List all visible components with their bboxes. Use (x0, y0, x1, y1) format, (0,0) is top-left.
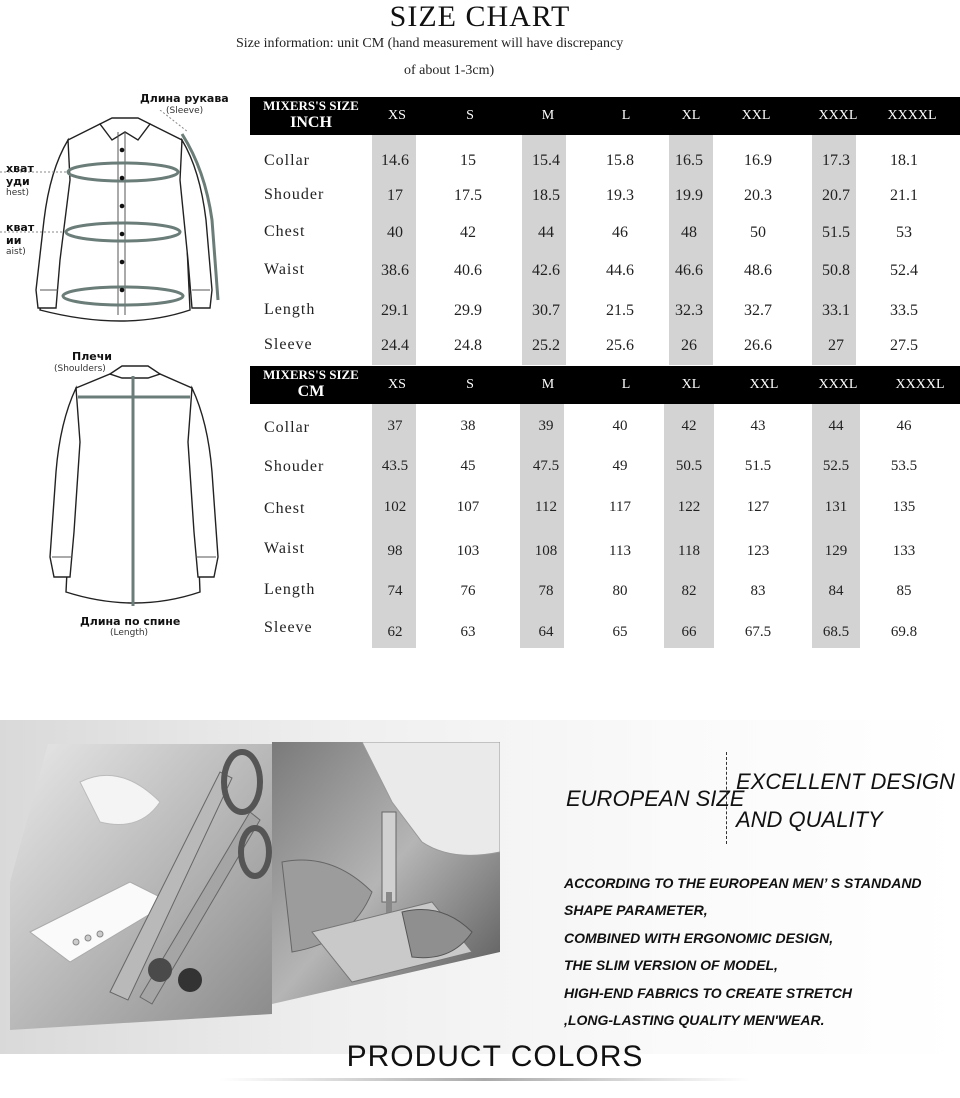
promo-line-3: COMBINED WITH ERGONOMIC DESIGN, (564, 930, 834, 946)
chest-label-1: хват (6, 162, 34, 175)
cm-cell: 67.5 (744, 624, 772, 640)
cm-size-xs: XS (388, 377, 406, 392)
promo-line-2: SHAPE PARAMETER, (564, 902, 708, 918)
inch-size-l: L (621, 108, 631, 123)
and-quality-heading: AND QUALITY (736, 807, 883, 832)
inch-row-label: Shouder (264, 186, 325, 203)
waist-label-1: кват (6, 221, 35, 234)
cm-cell: 80 (612, 583, 628, 599)
cm-cell: 84 (828, 583, 844, 599)
cm-cell: 52.5 (822, 458, 850, 474)
cm-cell: 108 (534, 543, 558, 559)
inch-cell: 51.5 (822, 224, 850, 241)
cm-row-label: Chest (264, 500, 306, 517)
cm-cell: 129 (824, 543, 848, 559)
inch-size-xxxxl: XXXXL (887, 108, 937, 123)
inch-cell: 15 (460, 152, 476, 169)
inch-cell: 32.7 (744, 302, 772, 319)
inch-cell: 27 (828, 337, 844, 354)
cm-cell: 38 (460, 418, 476, 434)
inch-cell: 25.6 (606, 337, 634, 354)
cm-cell: 118 (678, 543, 700, 559)
inch-cell: 42 (460, 224, 476, 241)
cm-size-xxxl: XXXL (818, 377, 858, 392)
cm-size-table (250, 366, 960, 648)
inch-cell: 16.5 (675, 152, 703, 169)
cm-cell: 40 (612, 418, 628, 434)
inch-cell: 29.9 (454, 302, 482, 319)
cm-size-xxxxl: XXXXL (895, 377, 945, 392)
inch-cell: 50 (750, 224, 766, 241)
inch-cell: 38.6 (381, 262, 409, 279)
inch-cell: 48.6 (744, 262, 772, 279)
cm-cell: 53.5 (890, 458, 918, 474)
cm-brand-line-2: CM (297, 383, 325, 400)
cm-size-xxl: XXL (749, 377, 779, 392)
inch-cell: 50.8 (822, 262, 850, 279)
cm-cell: 74 (387, 583, 403, 599)
excellent-design-heading: EXCELLENT DESIGN (736, 769, 955, 794)
inch-cell: 25.2 (532, 337, 560, 354)
inch-cell: 24.8 (454, 337, 482, 354)
inch-row-label: Chest (264, 223, 306, 240)
inch-cell: 33.1 (822, 302, 850, 319)
cm-cell: 78 (538, 583, 554, 599)
inch-cell: 21.1 (890, 187, 918, 204)
cm-size-xl: XL (681, 377, 701, 392)
inch-cell: 40.6 (454, 262, 482, 279)
cm-cell: 103 (456, 543, 480, 559)
inch-cell: 33.5 (890, 302, 918, 319)
cm-cell: 47.5 (532, 458, 560, 474)
inch-cell: 21.5 (606, 302, 634, 319)
inch-cell: 20.3 (744, 187, 772, 204)
inch-size-xs: XS (388, 108, 406, 123)
inch-cell: 19.3 (606, 187, 634, 204)
inch-size-s: S (466, 108, 474, 123)
cm-cell: 65 (612, 624, 628, 640)
shoulders-label: Плечи (72, 350, 112, 363)
cm-table-header (250, 366, 960, 404)
inch-cell: 20.7 (822, 187, 850, 204)
cm-cell: 64 (538, 624, 554, 640)
cm-cell: 68.5 (822, 624, 850, 640)
inch-cell: 40 (387, 224, 403, 241)
inch-cell: 14.6 (381, 152, 409, 169)
inch-cell: 17.3 (822, 152, 850, 169)
inch-brand (252, 98, 370, 130)
inch-cell: 27.5 (890, 337, 918, 354)
inch-size-xxl: XXL (741, 108, 771, 123)
inch-cell: 44.6 (606, 262, 634, 279)
sleeve-sublabel: (Sleeve) (166, 106, 204, 116)
cm-cell: 113 (609, 543, 631, 559)
waist-sublabel: aist) (6, 247, 26, 257)
cm-cell: 39 (538, 418, 554, 434)
inch-row-label: Collar (264, 152, 310, 169)
tailoring-photo-sewing (272, 742, 500, 1004)
product-colors-title: PRODUCT COLORS (346, 1040, 644, 1073)
cm-brand-line-1: MIXERS'S SIZE (263, 367, 359, 382)
length-label: Длина по спине (80, 615, 181, 628)
cm-size-l: L (621, 377, 631, 392)
inch-cell: 29.1 (381, 302, 409, 319)
cm-xl-band (664, 404, 714, 648)
inch-cell: 19.9 (675, 187, 703, 204)
inch-cell: 17 (387, 187, 403, 204)
cm-cell: 45 (460, 458, 476, 474)
cm-cell: 63 (460, 624, 476, 640)
cm-cell: 98 (387, 543, 403, 559)
cm-cell: 83 (750, 583, 766, 599)
cm-m-band (520, 404, 564, 648)
cm-cell: 69.8 (890, 624, 918, 640)
chest-label-2: уди (6, 175, 30, 188)
cm-cell: 51.5 (744, 458, 772, 474)
promo-line-4: THE SLIM VERSION OF MODEL, (564, 957, 778, 973)
inch-cell: 48 (681, 224, 697, 241)
cm-cell: 82 (681, 583, 697, 599)
cm-row-label: Sleeve (264, 619, 313, 636)
inch-cell: 32.3 (675, 302, 703, 319)
cm-cell: 135 (892, 499, 916, 515)
size-info-line-1: Size information: unit CM (hand measurement will have discrepancy (236, 36, 624, 51)
inch-size-xl: XL (681, 108, 701, 123)
cm-cell: 49 (612, 458, 628, 474)
inch-cell: 26 (681, 337, 697, 354)
inch-cell: 26.6 (744, 337, 772, 354)
cm-cell: 127 (746, 499, 770, 515)
cm-cell: 43 (750, 418, 766, 434)
cm-cell: 62 (387, 624, 403, 640)
cm-row-label: Collar (264, 419, 310, 436)
promo-line-5: HIGH-END FABRICS TO CREATE STRETCH (564, 985, 853, 1001)
inch-table-header (250, 97, 960, 135)
inch-row-label: Waist (264, 261, 306, 278)
cm-cell: 112 (535, 499, 557, 515)
waist-label-2: ии (6, 234, 22, 247)
inch-cell: 18.1 (890, 152, 918, 169)
cm-brand (252, 367, 370, 399)
inch-cell: 46 (612, 224, 628, 241)
inch-cell: 44 (538, 224, 554, 241)
cm-size-m: M (541, 377, 555, 392)
length-sublabel: (Length) (110, 628, 149, 638)
size-info-line-2: of about 1-3cm) (404, 63, 495, 78)
cm-xs-band (372, 404, 416, 648)
heading-divider (726, 752, 727, 844)
shoulders-sublabel: (Shoulders) (54, 364, 106, 374)
inch-row-label: Length (264, 301, 316, 318)
inch-cell: 24.4 (381, 337, 409, 354)
cm-cell: 123 (746, 543, 770, 559)
cm-cell: 117 (609, 499, 631, 515)
cm-xxxl-band (812, 404, 860, 648)
cm-cell: 122 (677, 499, 701, 515)
cm-row-label: Waist (264, 540, 306, 557)
cm-cell: 85 (896, 583, 912, 599)
cm-cell: 50.5 (675, 458, 703, 474)
cm-cell: 44 (828, 418, 844, 434)
chest-sublabel: hest) (6, 188, 29, 198)
inch-cell: 42.6 (532, 262, 560, 279)
inch-cell: 53 (896, 224, 912, 241)
inch-brand-line-1: MIXERS'S SIZE (263, 98, 359, 113)
sleeve-label: Длина рукава (140, 92, 229, 105)
promo-line-6: ,LONG-LASTING QUALITY MEN'WEAR. (564, 1012, 825, 1028)
cm-size-s: S (466, 377, 474, 392)
inch-cell: 52.4 (890, 262, 918, 279)
european-size-heading: EUROPEAN SIZE (566, 786, 745, 811)
page-title: SIZE CHART (389, 0, 571, 33)
inch-brand-line-2: INCH (290, 114, 332, 131)
cm-cell: 107 (456, 499, 480, 515)
cm-row-label: Length (264, 581, 316, 598)
inch-cell: 16.9 (744, 152, 772, 169)
cm-cell: 133 (892, 543, 916, 559)
inch-cell: 15.8 (606, 152, 634, 169)
inch-row-label: Sleeve (264, 336, 313, 353)
cm-cell: 46 (896, 418, 912, 434)
inch-cell: 18.5 (532, 187, 560, 204)
back-shirt-illustration (40, 362, 230, 617)
cm-cell: 42 (681, 418, 697, 434)
product-colors-underline (220, 1078, 750, 1081)
cm-cell: 131 (824, 499, 848, 515)
tailoring-photo-scissors (10, 742, 275, 1032)
inch-cell: 15.4 (532, 152, 560, 169)
cm-row-label: Shouder (264, 458, 325, 475)
inch-size-table (250, 97, 960, 365)
inch-cell: 30.7 (532, 302, 560, 319)
cm-cell: 43.5 (381, 458, 409, 474)
cm-cell: 66 (681, 624, 697, 640)
inch-cell: 17.5 (454, 187, 482, 204)
cm-cell: 76 (460, 583, 476, 599)
inch-size-xxxl: XXXL (818, 108, 858, 123)
cm-cell: 102 (383, 499, 407, 515)
inch-cell: 46.6 (675, 262, 703, 279)
cm-cell: 37 (387, 418, 403, 434)
promo-line-1: ACCORDING TO THE EUROPEAN MEN’ S STANDAND (564, 875, 922, 891)
front-shirt-illustration (0, 110, 245, 335)
inch-size-m: M (541, 108, 555, 123)
